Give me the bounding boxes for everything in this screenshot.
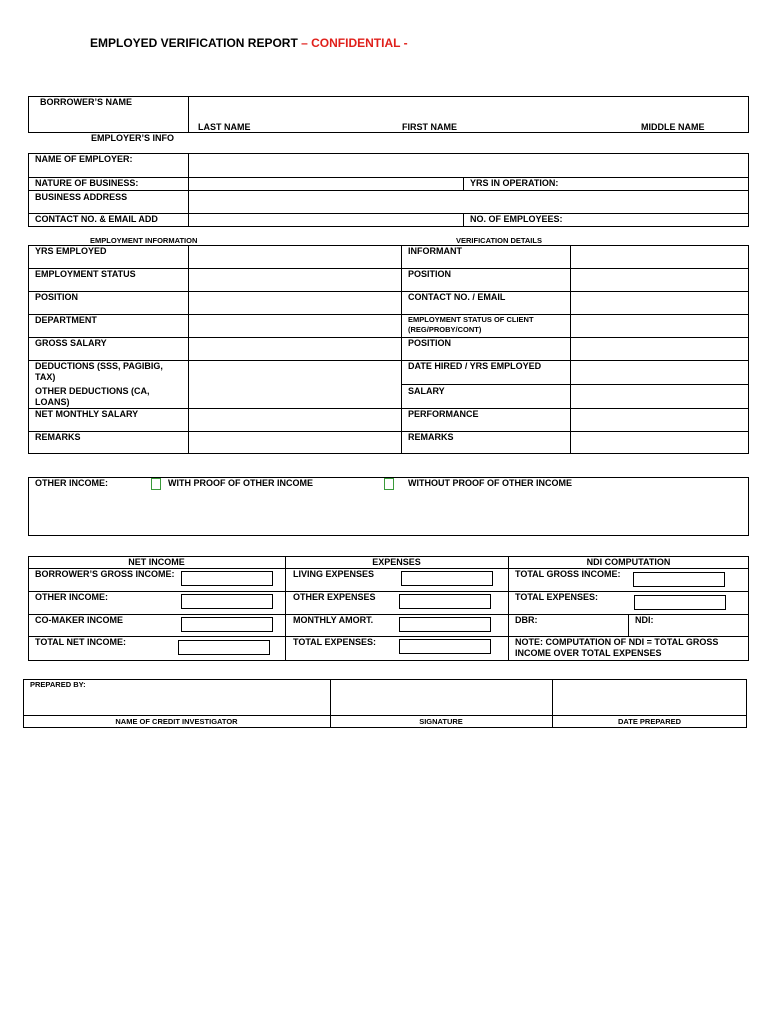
- divider: [23, 715, 747, 716]
- contact-email-label: CONTACT NO. & EMAIL ADD: [35, 214, 158, 224]
- divider: [188, 245, 189, 454]
- divider: [28, 291, 749, 292]
- expenses-row-label: OTHER EXPENSES: [293, 592, 376, 602]
- confidential-label: CONFIDENTIAL: [311, 36, 401, 50]
- nature-of-business-field[interactable]: [189, 178, 462, 189]
- expenses-row-label: TOTAL EXPENSES:: [293, 637, 377, 647]
- expenses-row-label: MONTHLY AMORT.: [293, 615, 374, 625]
- report-title: EMPLOYED VERIFICATION REPORT: [90, 36, 298, 50]
- last-name-label: LAST NAME: [198, 122, 251, 132]
- total-net-income-input[interactable]: [178, 640, 270, 655]
- divider: [28, 431, 749, 432]
- title-trail: -: [400, 36, 408, 50]
- ndi-computation-header: NDI COMPUTATION: [586, 557, 671, 567]
- page-title: [90, 36, 408, 50]
- verif-row-label: REMARKS: [408, 432, 454, 442]
- emp-row-label: NET MONTHLY SALARY: [35, 409, 139, 419]
- emp-row-label: POSITION: [35, 292, 79, 302]
- employer-info-heading: EMPLOYER’S INFO: [91, 133, 175, 143]
- divider: [508, 556, 509, 661]
- with-proof-checkbox[interactable]: [151, 478, 161, 490]
- divider: [401, 384, 749, 385]
- ndi-note: NOTE: COMPUTATION OF NDI = TOTAL GROSS INCOME OVER TOTAL EXPENSES: [515, 637, 719, 658]
- divider: [463, 213, 464, 227]
- no-of-employees-label: NO. OF EMPLOYEES:: [470, 214, 563, 224]
- divider: [570, 245, 571, 454]
- other-income-input[interactable]: [181, 594, 273, 609]
- divider: [28, 337, 749, 338]
- borrower-name-field[interactable]: [189, 97, 748, 117]
- divider: [401, 245, 402, 454]
- name-of-employer-label: NAME OF EMPLOYER:: [35, 154, 133, 164]
- verif-row-label: DATE HIRED / YRS EMPLOYED: [408, 361, 542, 371]
- dbr-label: DBR:: [515, 615, 538, 625]
- date-prepared-label: DATE PREPARED: [617, 717, 682, 726]
- verif-row-label: POSITION: [408, 269, 452, 279]
- verif-row-label: INFORMANT: [408, 246, 462, 256]
- ndi-row-label: TOTAL EXPENSES:: [515, 592, 599, 602]
- monthly-amort-input[interactable]: [399, 617, 491, 632]
- net-income-row-label: CO-MAKER INCOME: [35, 615, 123, 625]
- verif-row-label: EMPLOYMENT STATUS OF CLIENT (REG/PROBY/CONT): [408, 315, 534, 334]
- signature-label: SIGNATURE: [419, 717, 463, 726]
- employment-information-heading: EMPLOYMENT INFORMATION: [90, 236, 198, 245]
- nature-of-business-label: NATURE OF BUSINESS:: [35, 178, 139, 188]
- verif-row-label: SALARY: [408, 386, 445, 396]
- emp-row-label: DEDUCTIONS (SSS, PAGIBIG, TAX): [35, 361, 163, 382]
- net-income-row-label: OTHER INCOME:: [35, 592, 108, 602]
- signature-field[interactable]: [331, 680, 551, 714]
- expenses-header: EXPENSES: [372, 557, 421, 567]
- expenses-row-label: LIVING EXPENSES: [293, 569, 375, 579]
- title-dash: –: [297, 36, 312, 50]
- verification-details-heading: VERIFICATION DETAILS: [456, 236, 542, 245]
- net-income-header: NET INCOME: [128, 557, 185, 567]
- without-proof-checkbox[interactable]: [384, 478, 394, 490]
- credit-investigator-label: NAME OF CREDIT INVESTIGATOR: [115, 717, 238, 726]
- other-income-label: OTHER INCOME:: [35, 478, 108, 488]
- emp-row-label: GROSS SALARY: [35, 338, 107, 348]
- co-maker-income-input[interactable]: [181, 617, 273, 632]
- verif-row-label: POSITION: [408, 338, 452, 348]
- other-expenses-input[interactable]: [399, 594, 491, 609]
- with-proof-label: WITH PROOF OF OTHER INCOME: [168, 478, 313, 488]
- divider: [285, 556, 286, 661]
- emp-row-label: OTHER DEDUCTIONS (CA, LOANS): [35, 386, 150, 407]
- emp-row-label: DEPARTMENT: [35, 315, 97, 325]
- divider: [28, 591, 749, 592]
- emp-row-label: EMPLOYMENT STATUS: [35, 269, 136, 279]
- yrs-in-operation-label: YRS IN OPERATION:: [470, 178, 559, 188]
- ndi-label: NDI:: [635, 615, 654, 625]
- living-expenses-input[interactable]: [401, 571, 493, 586]
- verif-row-label: CONTACT NO. / EMAIL: [408, 292, 506, 302]
- verif-row-label: PERFORMANCE: [408, 409, 479, 419]
- ndi-row-label: TOTAL GROSS INCOME:: [515, 569, 621, 579]
- date-prepared-field[interactable]: [553, 680, 746, 714]
- without-proof-label: WITHOUT PROOF OF OTHER INCOME: [408, 478, 572, 488]
- name-of-employer-field[interactable]: [189, 154, 748, 176]
- middle-name-label: MIDDLE NAME: [641, 122, 705, 132]
- total-expenses-input[interactable]: [399, 639, 491, 654]
- total-gross-income-input[interactable]: [633, 572, 725, 587]
- divider: [28, 314, 749, 315]
- emp-row-label: YRS EMPLOYED: [35, 246, 107, 256]
- borrower-name-label: BORROWER’S NAME: [40, 97, 132, 107]
- business-address-field[interactable]: [189, 191, 748, 212]
- divider: [628, 614, 629, 636]
- divider: [28, 268, 749, 269]
- divider: [463, 177, 464, 190]
- first-name-label: FIRST NAME: [402, 122, 457, 132]
- borrower-gross-income-input[interactable]: [181, 571, 273, 586]
- prepared-by-label: PREPARED BY:: [30, 680, 86, 689]
- business-address-label: BUSINESS ADDRESS: [35, 192, 128, 202]
- ndi-total-expenses-input[interactable]: [634, 595, 726, 610]
- net-income-row-label: TOTAL NET INCOME:: [35, 637, 126, 647]
- employment-table: [28, 245, 749, 454]
- net-income-row-label: BORROWER’S GROSS INCOME:: [35, 569, 175, 579]
- emp-row-label: REMARKS: [35, 432, 81, 442]
